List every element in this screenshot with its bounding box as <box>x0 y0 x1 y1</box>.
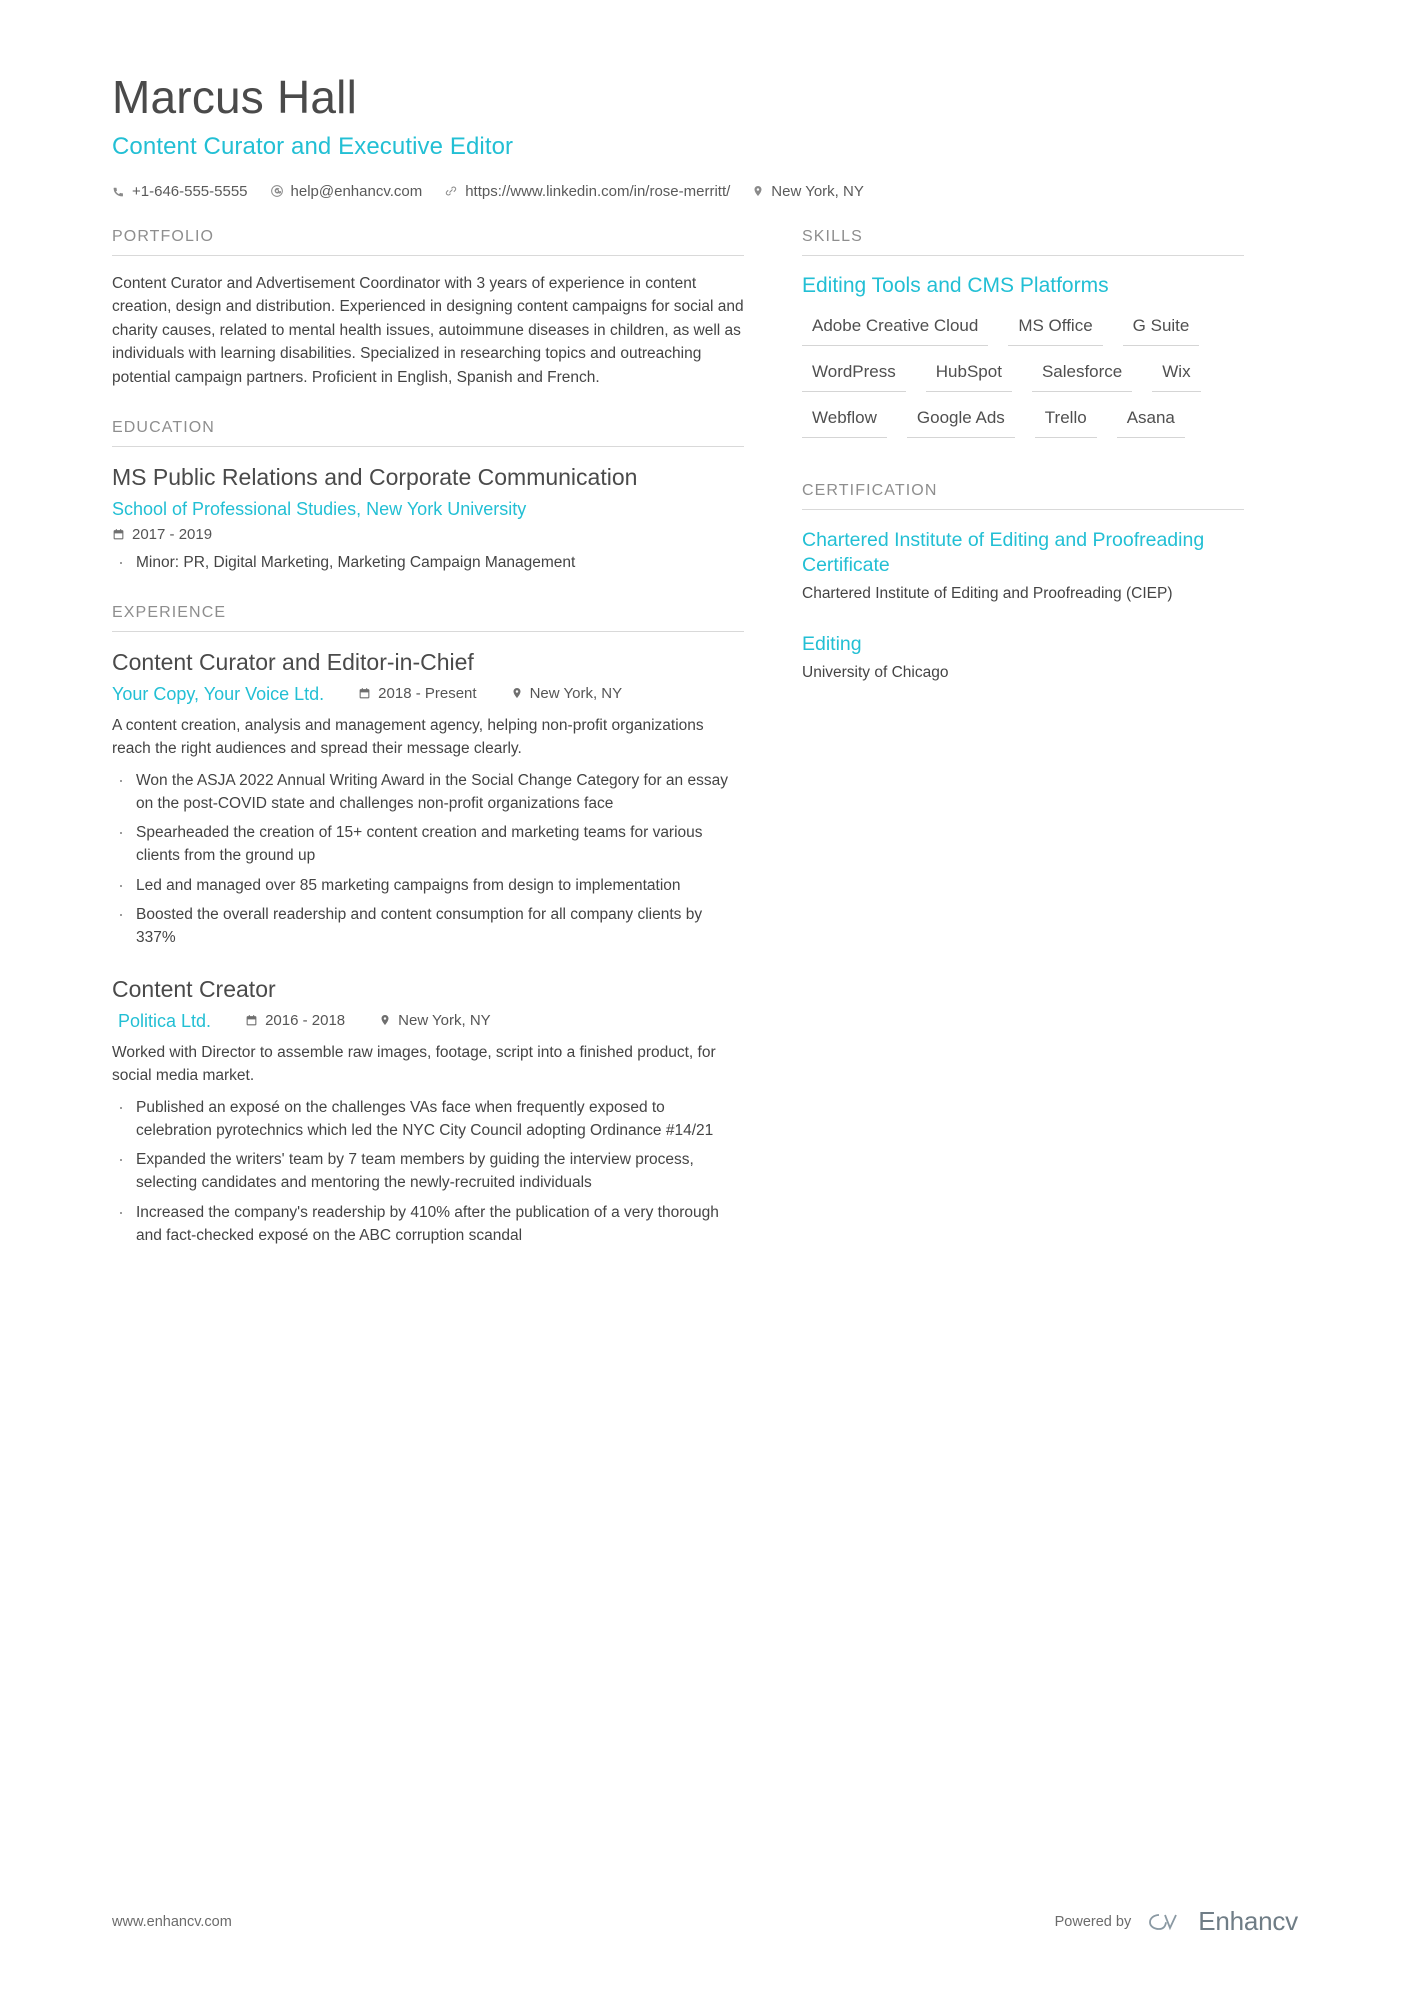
location-pin-icon <box>379 1013 391 1027</box>
skill-chip: Webflow <box>802 402 887 438</box>
list-item: · Increased the company's readership by 410% after the publication of a very thorough and fact-checked exposé on the ABC corruption scandal <box>112 1201 744 1248</box>
certification-name: Chartered Institute of Editing and Proofreading Certificate <box>802 528 1205 576</box>
experience-description: A content creation, analysis and management agency, helping non-profit organizations reach the right audiences and spread their message clearly. <box>112 717 704 758</box>
page-footer <box>112 1906 1298 1937</box>
section-education <box>112 419 744 574</box>
experience-bullets <box>112 1096 744 1248</box>
experience-description: Worked with Director to assemble raw images, footage, script into a finished product, for social media market. <box>112 1044 716 1085</box>
education-entry <box>112 463 744 574</box>
contact-row <box>112 183 1298 200</box>
brand-logo <box>1143 1906 1298 1937</box>
certification-issuer: Chartered Institute of Editing and Proofreading (CIEP) <box>802 585 1173 603</box>
experience-entry <box>112 648 744 949</box>
skill-chip: MS Office <box>1008 310 1102 346</box>
certification-issuer: University of Chicago <box>802 664 949 682</box>
experience-role: Content Creator <box>112 976 276 1003</box>
education-meta <box>112 526 744 543</box>
list-item: · Published an exposé on the challenges VAs face when frequently exposed to celebration pyrotechnics which led the NYC City Council adopting Ordinance #14/21 <box>112 1096 744 1143</box>
location-pin-icon <box>752 184 764 198</box>
section-title-skills: SKILLS <box>802 228 1244 256</box>
right-column <box>802 228 1244 715</box>
skill-chip: Adobe Creative Cloud <box>802 310 988 346</box>
experience-dates-text: 2016 - 2018 <box>265 1012 346 1030</box>
email-icon <box>270 184 284 198</box>
education-dates <box>112 526 212 543</box>
experience-location <box>511 685 623 702</box>
experience-subrow <box>112 684 744 705</box>
experience-entry <box>112 975 744 1247</box>
certification-entry <box>802 528 1244 606</box>
skill-chip: HubSpot <box>926 356 1012 392</box>
section-title-education: EDUCATION <box>112 419 744 447</box>
section-certification <box>802 482 1244 685</box>
education-bullets <box>112 551 744 574</box>
experience-location-text: New York, NY <box>529 684 623 702</box>
skill-chip: Wix <box>1152 356 1200 392</box>
list-item: · Boosted the overall readership and content consumption for all company clients by 337% <box>112 903 744 950</box>
experience-company: Politica Ltd. <box>118 1011 212 1032</box>
calendar-icon <box>245 1014 258 1027</box>
contact-email-text: help@enhancv.com <box>290 182 423 200</box>
certification-name: Editing <box>802 632 862 655</box>
experience-role: Content Curator and Editor-in-Chief <box>112 649 474 676</box>
contact-phone[interactable] <box>112 183 248 200</box>
left-column <box>112 228 744 1277</box>
experience-company: Your Copy, Your Voice Ltd. <box>112 684 325 705</box>
skill-chip: Trello <box>1035 402 1097 438</box>
contact-location[interactable] <box>752 183 864 200</box>
powered-by-block <box>1055 1906 1298 1937</box>
calendar-icon <box>112 528 125 541</box>
list-item: · Led and managed over 85 marketing campaigns from design to implementation <box>112 874 744 897</box>
skill-chip: Google Ads <box>907 402 1015 438</box>
skills-chip-list <box>802 310 1244 448</box>
skill-chip: G Suite <box>1123 310 1200 346</box>
footer-website[interactable]: www.enhancv.com <box>112 1913 232 1930</box>
certification-entry <box>802 632 1244 685</box>
list-item: · Minor: PR, Digital Marketing, Marketing Campaign Management <box>112 551 744 574</box>
contact-email[interactable] <box>270 183 423 200</box>
contact-phone-text: +1-646-555-5555 <box>132 182 248 200</box>
skill-chip: WordPress <box>802 356 906 392</box>
portfolio-text: Content Curator and Advertisement Coordinator with 3 years of experience in content creation, design and distribution. Experienced in designing content campaigns for social and charity causes, related to mental health issues, autoimmune diseases in children, as well as individuals with learning disabilities. Specialized in researching topics and outreaching potential campaign partners. Proficient in English, Spanish and French. <box>112 274 744 386</box>
skills-group-name: Editing Tools and CMS Platforms <box>802 273 1109 297</box>
skill-chip: Salesforce <box>1032 356 1132 392</box>
list-item: · Won the ASJA 2022 Annual Writing Award in the Social Change Category for an essay on the post-COVID state and challenges non-profit organizations face <box>112 769 744 816</box>
experience-location <box>379 1012 491 1029</box>
contact-location-text: New York, NY <box>771 182 864 200</box>
experience-subrow <box>112 1011 744 1032</box>
education-degree: MS Public Relations and Corporate Communication <box>112 464 638 491</box>
resume-header <box>112 72 1298 200</box>
section-title-experience: EXPERIENCE <box>112 604 744 632</box>
experience-dates <box>245 1012 345 1029</box>
page-title: Marcus Hall <box>112 71 358 123</box>
resume-body <box>112 228 1298 1277</box>
contact-link[interactable] <box>444 183 730 200</box>
link-icon <box>444 184 458 198</box>
enhancv-logo-icon <box>1143 1909 1189 1935</box>
powered-by-label: Powered by <box>1054 1913 1132 1930</box>
section-title-portfolio: PORTFOLIO <box>112 228 744 256</box>
education-school: School of Professional Studies, New York University <box>112 499 527 520</box>
phone-icon <box>112 185 125 198</box>
experience-location-text: New York, NY <box>398 1011 491 1029</box>
list-item: · Expanded the writers' team by 7 team members by guiding the interview process, selecting candidates and mentoring the newly-recruited individuals <box>112 1148 744 1195</box>
experience-dates <box>358 685 476 702</box>
education-dates-text: 2017 - 2019 <box>132 526 213 544</box>
list-item: · Spearheaded the creation of 15+ content creation and marketing teams for various clients from the ground up <box>112 821 744 868</box>
experience-dates-text: 2018 - Present <box>378 685 477 703</box>
location-pin-icon <box>511 686 523 700</box>
section-portfolio <box>112 228 744 390</box>
contact-link-text: https://www.linkedin.com/in/rose-merritt/ <box>465 182 731 200</box>
section-skills <box>802 228 1244 448</box>
calendar-icon <box>358 687 371 700</box>
section-experience <box>112 604 744 1247</box>
job-headline: Content Curator and Executive Editor <box>112 132 514 160</box>
section-title-certification: CERTIFICATION <box>802 482 1244 510</box>
skill-chip: Asana <box>1117 402 1185 438</box>
brand-name: Enhancv <box>1198 1906 1298 1936</box>
experience-bullets <box>112 769 744 950</box>
